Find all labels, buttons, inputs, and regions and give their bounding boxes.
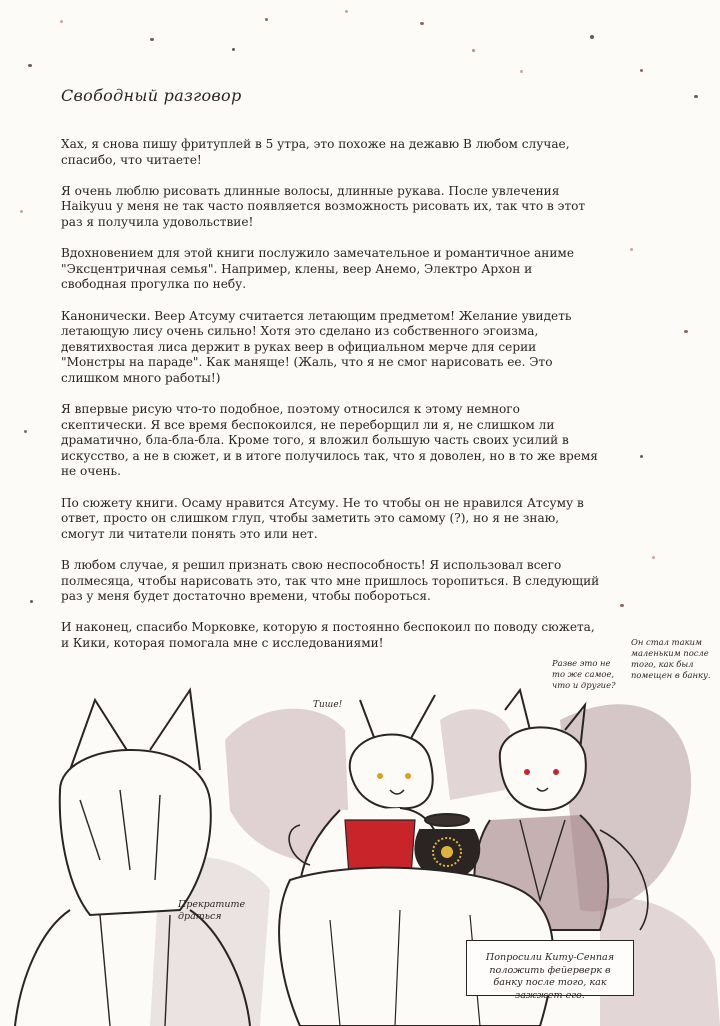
speech-bubble-same: Разве это не то же самое, что и другие? bbox=[552, 658, 616, 690]
paragraph: По сюжету книги. Осаму нравится Атсуму. Не то чтобы он не нравился Атсуму в ответ, просто он слишком глуп, чтобы заметить это самому (?), но я не знаю, смогут ли читатели понять это или нет. bbox=[61, 495, 584, 541]
paragraph: В любом случае, я решил признать свою неспособность! Я использовал всего полмесяца, чтобы нарисовать это, так что мне пришлось торопиться. В следующий раз у меня будет достаточно времени, чтобы побороться. bbox=[61, 558, 600, 604]
caption-box: Попросили Киту-Сенпая положить фейерверк в банку после того, как зажжет его. bbox=[466, 940, 634, 996]
speech-bubble-stop-fighting: Прекратите драться bbox=[178, 899, 246, 922]
paragraph: И наконец, спасибо Морковке, которую я постоянно беспокоил по поводу сюжета, и Кики, которая помогала мне с исследованиями! bbox=[61, 620, 595, 650]
paragraph: Я впервые рисую что-то подобное, поэтому относился к этому немного скептически. Я все время беспокоился, не переборщил ли я, не слишком ли драматично, бла-бла-бла. Кроме того, я вложил большую часть своих усилий в искусство, а не в сюжет, и в итоге получилось так, что я доволен, но в то же время не очень. bbox=[61, 402, 598, 479]
paragraph: Канонически. Веер Атсуму считается летающим предметом! Желание увидеть летающую лису очень сильно! Хотя это сделано из собственного эгоизма, девятихвостая лиса держит в руках веер в официальном мерче для серии "Монстры на параде". Как маняще! (Жаль, что я не смог нарисовать ее. Это слишком много работы!) bbox=[61, 308, 572, 385]
speech-bubble-hush: Тише! bbox=[313, 700, 343, 710]
afterword-text bbox=[61, 137, 601, 667]
paragraph: Хах, я снова пишу фритуплей в 5 утра, это похоже на дежавю В любом случае, спасибо, что читаете! bbox=[61, 137, 570, 167]
page-title: Свободный разговор bbox=[61, 86, 242, 105]
speech-bubble-small: Он стал таким маленьким после того, как был помещен в банку. bbox=[631, 637, 711, 680]
paragraph: Я очень люблю рисовать длинные волосы, длинные рукава. После увлечения Haikyuu у меня не так часто появляется возможность рисовать их, так что в этот раз я получила удовольствие! bbox=[61, 183, 586, 229]
paragraph: Вдохновением для этой книги послужило замечательное и романтичное аниме "Эксцентричная семья". Например, клены, веер Анемо, Электро Архон и свободная прогулка по небу. bbox=[61, 246, 574, 292]
